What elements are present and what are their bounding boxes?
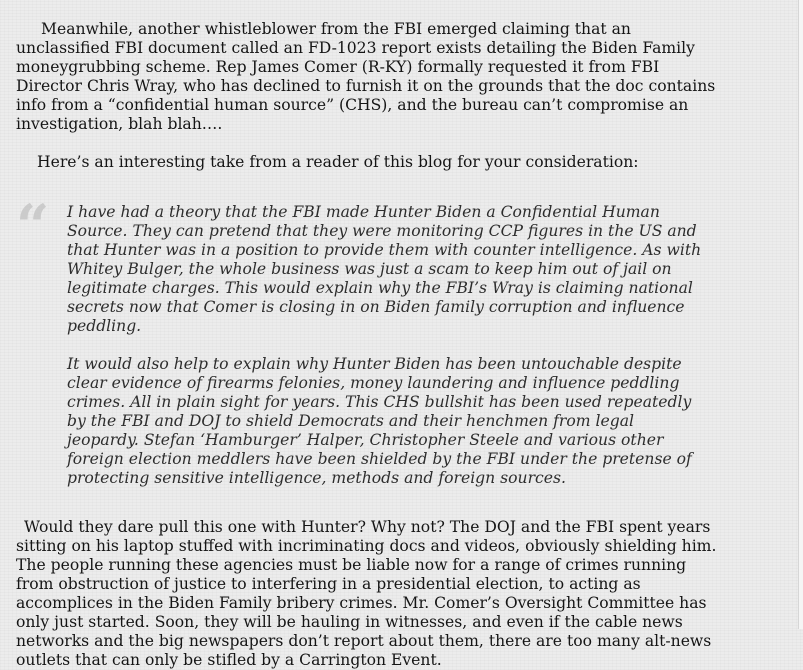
- article-paragraph: Meanwhile, another whistleblower from the FBI emerged claiming that an unclassified FBI document called an FD-1023 report exists detailing the Biden Family moneygrubbing scheme. Rep James Comer (R-KY) formally requested it from FBI Director Chris Wray, who has declined to furnish it on the grounds that the doc contains info from a “confidential human source” (CHS), and the bureau can’t compromise an investigation, blah blah….: [16, 20, 716, 133]
- blockquote: [16, 192, 707, 488]
- quote-paragraph: I have had a theory that the FBI made Hunter Biden a Confidential Human Source. They can pretend that they were monitoring CCP figures in the US and that Hunter was in a position to provide them with counter intelligence. As with Whitey Bulger, the whole business was just a scam to keep him out of jail on legitimate charges. This would explain why the FBI’s Wray is claiming national secrets now that Comer is closing in on Biden family corruption and influence peddling.: [67, 203, 702, 335]
- article-body: [16, 20, 728, 670]
- article-paragraph: Would they dare pull this one with Hunter? Why not? The DOJ and the FBI spent years sitting on his laptop stuffed with incriminating docs and videos, obviously shielding him. The people running these agencies must be liable now for a range of crimes running from obstruction of justice to interfering in a presidential election, to acting as accomplices in the Biden Family bribery crimes. Mr. Comer’s Oversight Committee has only just started. Soon, they will be hauling in witnesses, and even if the cable news networks and the big newspapers don’t report about them, there are too many alt-news outlets that can only be stifled by a Carrington Event.: [16, 518, 717, 669]
- quote-mark-icon: “: [16, 192, 50, 260]
- scrollbar[interactable]: [798, 0, 803, 629]
- quote-paragraph: It would also help to explain why Hunter Biden has been untouchable despite clear evidence of firearms felonies, money laundering and influence peddling crimes. All in plain sight for years. This CHS bullshit has been used repeatedly by the FBI and DOJ to shield Democrats and their henchmen from legal jeopardy. Stefan ‘Hamburger’ Halper, Christopher Steele and various other foreign election meddlers have been shielded by the FBI under the pretense of protecting sensitive intelligence, methods and foreign sources.: [67, 355, 692, 487]
- article-paragraph: Here’s an interesting take from a reader of this blog for your consideration:: [37, 153, 639, 171]
